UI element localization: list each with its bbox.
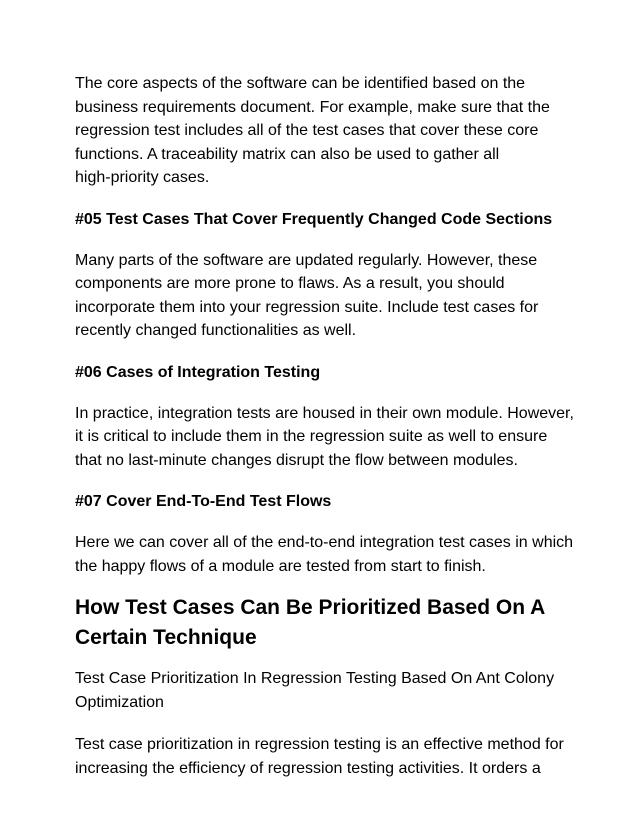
heading-06-integration-testing: #06 Cases of Integration Testing <box>75 363 321 381</box>
paragraph-end-to-end: Here we can cover all of the end-to-end integration test cases in which the happy flows of a module are tested from start to finish. <box>75 534 574 575</box>
section-heading-prioritization: How Test Cases Can Be Prioritized Based On A Certain Technique <box>75 596 546 649</box>
paragraph-frequently-changed: Many parts of the software are updated regularly. However, these components are more prone to flaws. As a result, you should incorporate them into your regression suite. Include test cases for recently changed functionalities as well. <box>75 251 539 339</box>
paragraph-ant-colony-title: Test Case Prioritization In Regression Testing Based On Ant Colony Optimization <box>75 670 555 711</box>
heading-07-end-to-end: #07 Cover End-To-End Test Flows <box>75 493 332 510</box>
document-page <box>75 72 575 780</box>
heading-05-frequently-changed: #05 Test Cases That Cover Frequently Changed Code Sections <box>75 210 553 228</box>
paragraph-core-aspects: The core aspects of the software can be identified based on the business requirements document. For example, make sure that the regression test includes all of the test cases that cover these core functions. A traceability matrix can also be used to gather all high-priority cases. <box>75 75 550 186</box>
paragraph-prioritization-intro: Test case prioritization in regression testing is an effective method for increasing the efficiency of regression testing activities. It orders a <box>75 736 564 777</box>
paragraph-integration-testing: In practice, integration tests are housed in their own module. However, it is critical to include them in the regression suite as well to ensure that no last-minute changes disrupt the flow between modules. <box>75 404 574 469</box>
